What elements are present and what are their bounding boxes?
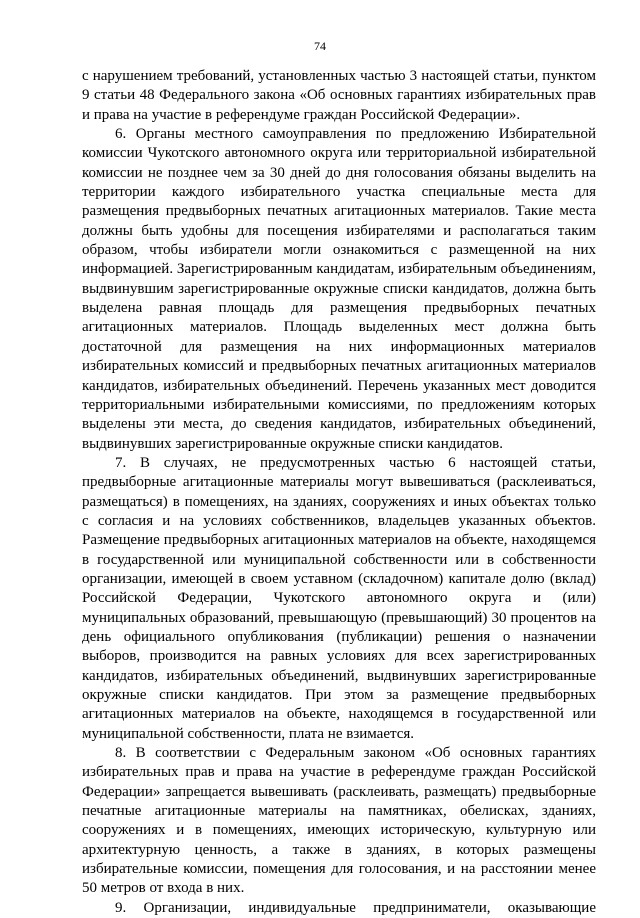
paragraph-6: 6. Органы местного самоуправления по предложению Избирательной комиссии Чукотского автономного округа или территориальной избирательной комиссии не позднее чем за 30 дней до дня голосования обязаны выделить на территории каждого избирательного участка специальные места для размещения предвыборных печатных агитационных материалов. Такие места должны быть удобны для посещения избирателями и располагаться таким образом, чтобы избиратели могли ознакомиться с размещенной на них информацией. Зарегистрированным кандидатам, избирательным объединениям, выдвинувшим зарегистрированные окружные списки кандидатов, должна быть выделена равная площадь для размещения предвыборных печатных агитационных материалов. Площадь выделенных мест должна быть достаточной для размещения на них информационных материалов избирательных комиссий и предвыборных печатных агитационных материалов кандидатов, избирательных объединений. Перечень указанных мест доводится территориальными избирательными комиссиями, по предложениям которых выделены эти места, до сведения кандидатов, избирательных объединений, выдвинувших зарегистрированные окружные списки кандидатов. xyxy=(82,126,596,452)
document-body xyxy=(82,67,596,918)
paragraph-7: 7. В случаях, не предусмотренных частью 6 настоящей статьи, предвыборные агитационные материалы могут вывешиваться (расклеиваться, размещаться) в помещениях, на зданиях, сооружениях и иных объектах только с согласия и на условиях собственников, владельцев указанных объектов. Размещение предвыборных агитационных материалов на объекте, находящемся в государственной или муниципальной собственности или в собственности организации, имеющей в своем уставном (складочном) капитале долю (вклад) Российской Федерации, Чукотского автономного округа и (или) муниципальных образований, превышающую (превышающий) 30 процентов на день официального опубликования (публикации) решения о назначении выборов, производится на равных условиях для всех зарегистрированных кандидатов, избирательных объединений, выдвинувших зарегистрированные окружные списки кандидатов. При этом за размещение предвыборных агитационных материалов на объекте, находящемся в государственной или муниципальной собственности, плата не взимается. xyxy=(82,454,596,742)
paragraph-9: 9. Организации, индивидуальные предприниматели, оказывающие xyxy=(115,899,596,916)
paragraph-8: 8. В соответствии с Федеральным законом «Об основных гарантиях избирательных прав и права на участие в референдуме граждан Российской Федерации» запрещается вывешивать (расклеивать, размещать) предвыборные печатные агитационные материалы на памятниках, обелисках, зданиях, сооружениях и в помещениях, имеющих историческую, культурную или архитектурную ценность, а также в зданиях, в которых размещены избирательные комиссии, помещения для голосования, и на расстоянии менее 50 метров от входа в них. xyxy=(82,745,596,897)
paragraph-continuation: с нарушением требований, установленных частью 3 настоящей статьи, пунктом 9 статьи 48 Федерального закона «Об основных гарантиях избирательных прав и права на участие в референдуме граждан Российской Федерации». xyxy=(82,68,596,123)
page-number: 74 xyxy=(314,39,326,53)
